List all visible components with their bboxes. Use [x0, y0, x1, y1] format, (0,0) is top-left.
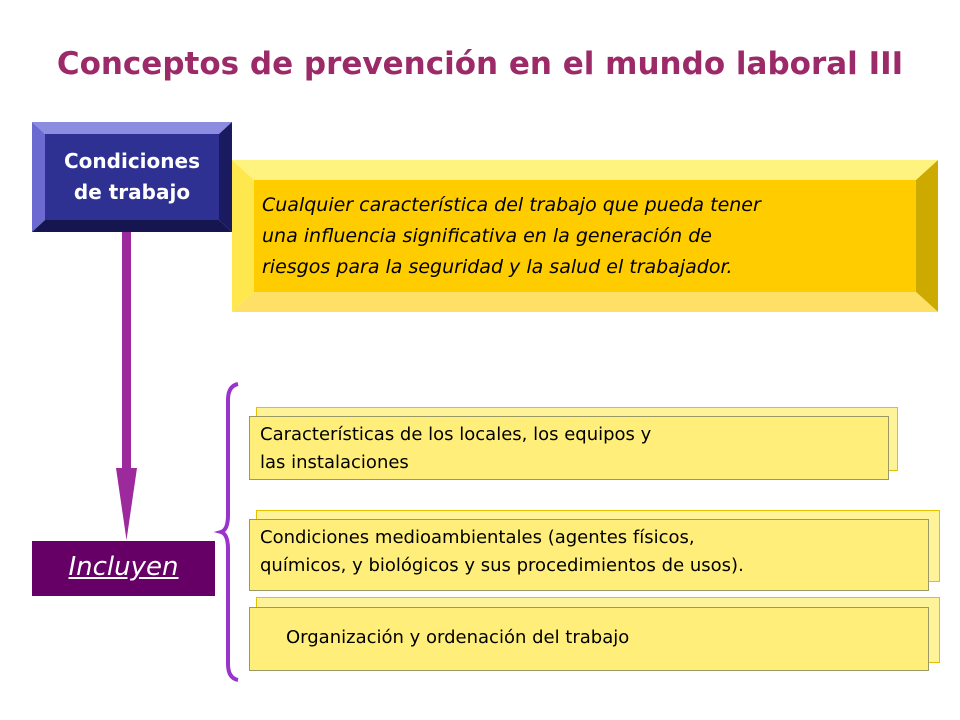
definition-line-1: Cualquier característica del trabajo que pueda tener — [262, 194, 761, 216]
definition-box — [232, 160, 938, 312]
item-1-line-1: Características de los locales, los equipos y — [260, 424, 652, 445]
item-1-card — [249, 416, 889, 480]
down-arrow — [116, 232, 137, 540]
item-3-line-1: Organización y ordenación del trabajo — [286, 627, 630, 648]
curly-brace — [221, 384, 238, 680]
condiciones-line-1: Condiciones — [64, 149, 200, 173]
item-2-line-2: químicos, y biológicos y sus procedimientos de usos). — [260, 555, 744, 576]
definition-face — [254, 180, 916, 292]
condiciones-de-trabajo-box — [32, 122, 232, 232]
definition-line-2: una influencia significativa en la generación de — [262, 225, 712, 247]
definition-line-3: riesgos para la seguridad y la salud el trabajador. — [262, 256, 733, 278]
item-1-line-2: las instalaciones — [260, 452, 409, 473]
item-2-card — [249, 519, 929, 591]
page-title: Conceptos de prevención en el mundo laboral III — [56, 46, 904, 82]
item-2-line-1: Condiciones medioambientales (agentes físicos, — [260, 527, 695, 548]
incluyen-label: Incluyen — [68, 552, 179, 582]
condiciones-line-2: de trabajo — [73, 180, 191, 204]
item-3-card — [249, 607, 929, 671]
incluyen-box — [32, 541, 215, 596]
condiciones-face — [45, 134, 219, 220]
